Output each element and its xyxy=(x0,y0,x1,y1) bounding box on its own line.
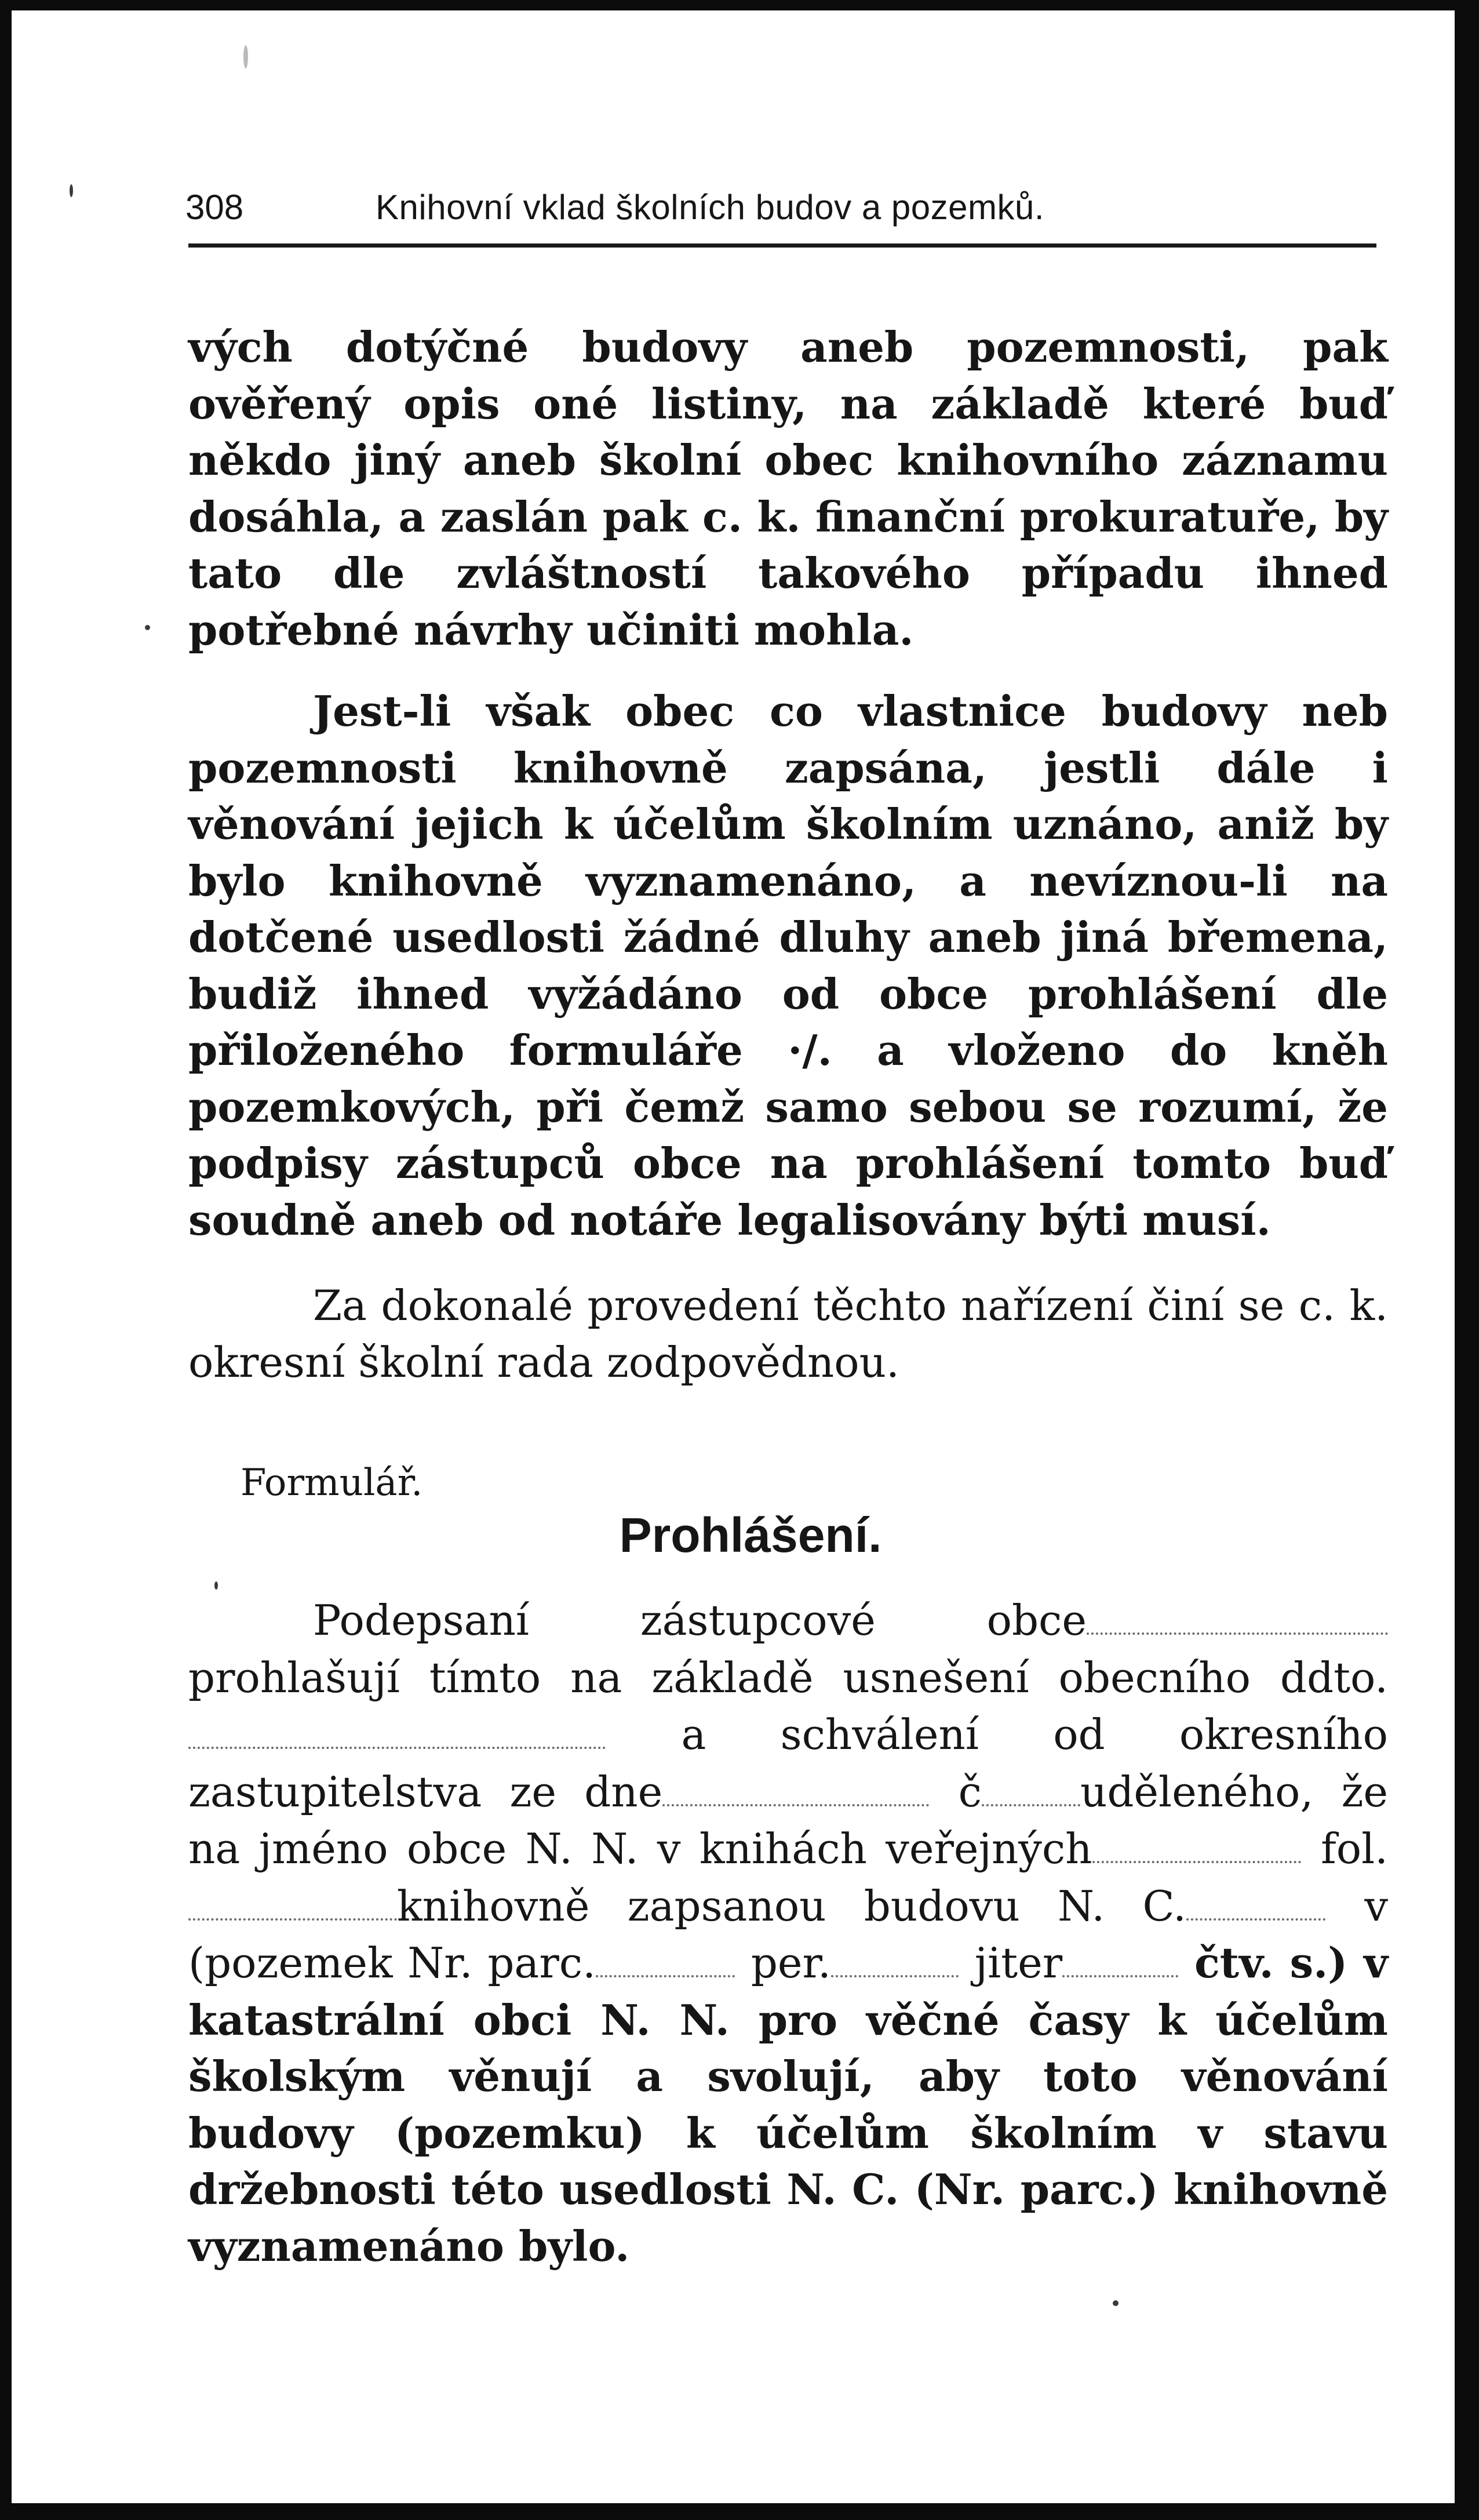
page-number: 308 xyxy=(185,188,244,227)
declaration-text: per. xyxy=(751,1939,831,1987)
declaration-text: uděleného, že na jméno obce N. N. v knihách veřejných xyxy=(188,1767,1388,1873)
paragraph-continuation: vých dotýčné budovy aneb pozemnosti, pak ověřený opis oné listiny, na základě které buď někdo jiný aneb školní obec knihovního záznamu dosáhla, a zaslán pak c. k. finanční prokuratuře, by tato dle zvláštností takového případu ihned potřebné návrhy učiniti mohla. xyxy=(188,322,1388,654)
declaration-text: fol. xyxy=(1321,1824,1388,1873)
book-page xyxy=(12,10,1455,2503)
declaration-text: jiter xyxy=(974,1939,1063,1987)
declaration-text: a schválení od okresního zastupitelstva ze dne xyxy=(188,1710,1388,1816)
declaration-text: knihovně zapsanou budovu N. C. xyxy=(397,1881,1186,1930)
scan-speck xyxy=(214,1581,218,1590)
running-title: Knihovní vklad školních budov a pozemků. xyxy=(376,188,1044,227)
blank-approval-number xyxy=(982,1781,1080,1806)
form-declaration xyxy=(188,1592,1388,2274)
blank-folio xyxy=(188,1895,397,1921)
declaration-text: Podepsaní zástupcové obce xyxy=(313,1596,1087,1645)
blank-per xyxy=(831,1952,959,1977)
blank-acreage xyxy=(1062,1952,1178,1977)
declaration-text: v (pozemek Nr. parc. xyxy=(188,1881,1388,1987)
form-label: Formulář. xyxy=(241,1461,423,1504)
blank-resolution-date xyxy=(188,1723,606,1749)
blank-register-name xyxy=(1092,1838,1301,1863)
paragraph-responsibility: Za dokonalé provedení těchto nařízení činí se c. k. okresní školní rada zodpovědnou. xyxy=(188,1281,1388,1387)
scan-speck xyxy=(70,184,73,197)
blank-building-number xyxy=(1186,1895,1325,1921)
blank-parcel xyxy=(596,1952,735,1977)
form-title: Prohlášení. xyxy=(619,1508,882,1562)
page-header xyxy=(185,181,1391,234)
declaration-text: č xyxy=(958,1767,982,1816)
declaration-text: čtv. s.) v katastrální obci N. N. pro věčné časy k účelům školským věnují a svolují, aby toto věnování budovy (pozemku) k účelům školním v stavu držebnosti této usedlosti N. C. (Nr. parc.) knihovně vyznamenáno bylo. xyxy=(188,1938,1388,2271)
declaration-text: prohlašují tímto na základě usnešení obecního ddto. xyxy=(188,1653,1388,1702)
scan-speck xyxy=(1113,2300,1119,2306)
blank-municipality xyxy=(1087,1609,1388,1635)
paragraph-registration: Jest-li však obec co vlastnice budovy neb pozemnosti knihovně zapsána, jestli dále i věnování jejich k účelům školním uznáno, aniž by bylo knihovně vyznamenáno, a nevíznou-li na dotčené usedlosti žádné dluhy aneb jiná břemena, budiž ihned vyžádáno od obce prohlášení dle přiloženého formuláře ·/. a vloženo do kněh pozemkových, při čemž samo sebou se rozumí, že podpisy zástupců obce na prohlášení tomto buď soudně aneb od notáře legalisovány býti musí. xyxy=(188,686,1388,1245)
scan-speck xyxy=(145,625,150,630)
scan-speck xyxy=(243,45,248,68)
blank-approval-date xyxy=(662,1781,929,1806)
header-rule xyxy=(188,243,1376,248)
